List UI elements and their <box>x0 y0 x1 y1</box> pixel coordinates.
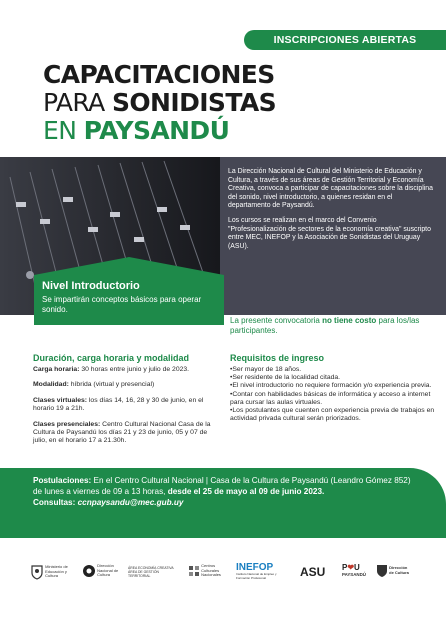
duration-details <box>33 366 223 453</box>
shield-icon <box>376 564 388 578</box>
culture-circle-icon <box>82 564 96 578</box>
dnc-logo: Dirección Nacional de Cultura <box>82 564 125 578</box>
level-box <box>34 275 224 325</box>
requirements-list <box>230 366 435 423</box>
page-title <box>43 62 276 143</box>
title-line-2: PARA SONIDISTAS <box>43 88 277 117</box>
virtual-classes-line: Clases virtuales: los días 14, 16, 28 y 30 de junio, en el horario 19 a 21h. <box>33 396 204 413</box>
direccion-cultura-logo: Dirección de Cultura <box>376 564 411 578</box>
title-line-1: CAPACITACIONES <box>43 60 275 89</box>
requirement-item: •Ser mayor de 18 años. <box>230 366 302 373</box>
level-subtitle: Se impartirán conceptos básicos para operar sonido. <box>42 295 202 314</box>
centros-icon <box>188 565 200 577</box>
inefop-logo: INEFOP Instituto Nacional de Empleo y Formación Profesional <box>236 562 277 580</box>
onsite-classes-line: Clases presenciales: Centro Cultural Nacional Casa de la Cultura de Paysandú los días 21 y 23 de junio, 05 y 07 de julio, en el horario 17 a 21.30h. <box>33 420 211 445</box>
requirement-item: •El nivel introductorio no requiere formación y/o experiencia previa. <box>230 382 432 390</box>
intro-paragraph-2: Los cursos se realizan en el marco del Convenio "Profesionalización de sectores de la economía creativa" suscripto entre MEC, INEFOP y la Asociación de Sonidistas del Uruguay (ASU). <box>228 216 431 250</box>
paysandu-logo: P❤U PAYSANDÚ <box>342 563 366 577</box>
mode-line: Modalidad: híbrida (virtual y presencial) <box>33 381 155 389</box>
applications-text: Postulaciones: En el Centro Cultural Nacional | Casa de la Cultura de Paysandú (Leandro Gómez 852) de lunes a viernes de 09 a 13 horas, desde el 25 de mayo al 09 de junio 2023. <box>33 476 411 496</box>
area-logo: ÁREA ECONOMÍA CREATIVA ÁREA DE GESTIÓN TERRITORIAL <box>128 566 174 578</box>
title-line-3: EN PAYSANDÚ <box>43 116 230 145</box>
sponsor-logos <box>0 556 446 596</box>
duration-heading: Duración, carga horaria y modalidad <box>33 353 190 363</box>
load-line: Carga horaria: 30 horas entre junio y julio de 2023. <box>33 366 190 373</box>
intro-paragraph-1: La Dirección Nacional de Cultural del Ministerio de Educación y Cultura, a través de sus áreas de Gestión Territorial y Economía Creativa, convoca a participar de capacitaciones sobre la disciplina del sonido, nivel introductorio, a quienes residan en el departamento de Paysandú. <box>228 168 433 210</box>
level-title: Nivel Introductorio <box>42 280 140 292</box>
requirements-heading: Requisitos de ingreso <box>230 353 325 363</box>
asu-logo: ASU <box>300 565 326 579</box>
applications-banner <box>0 468 446 538</box>
registration-open-badge: INSCRIPCIONES ABIERTAS <box>244 30 446 50</box>
requirement-item: •Ser residente de la localidad citada. <box>230 374 341 382</box>
requirement-item: •Los postulantes que cuenten con experiencia previa de trabajos en actividad privada cultural serán priorizados. <box>230 407 435 423</box>
free-of-charge-note: La presente convocatoria no tiene costo para los/las participantes. <box>230 316 420 335</box>
contact-line: Consultas: ccnpaysandu@mec.gub.uy <box>33 497 184 507</box>
coat-of-arms-icon <box>30 564 44 580</box>
intro-text <box>228 168 433 251</box>
contact-email-link[interactable]: ccnpaysandu@mec.gub.uy <box>77 497 184 507</box>
centros-culturales-logo: Centros Culturales Nacionales <box>188 564 227 578</box>
requirement-item: •Contar con habilidades básicas de informática y acceso a internet para cursar las aulas virtuales. <box>230 390 431 406</box>
mec-logo: Ministerio de Educación y Cultura <box>30 564 75 580</box>
